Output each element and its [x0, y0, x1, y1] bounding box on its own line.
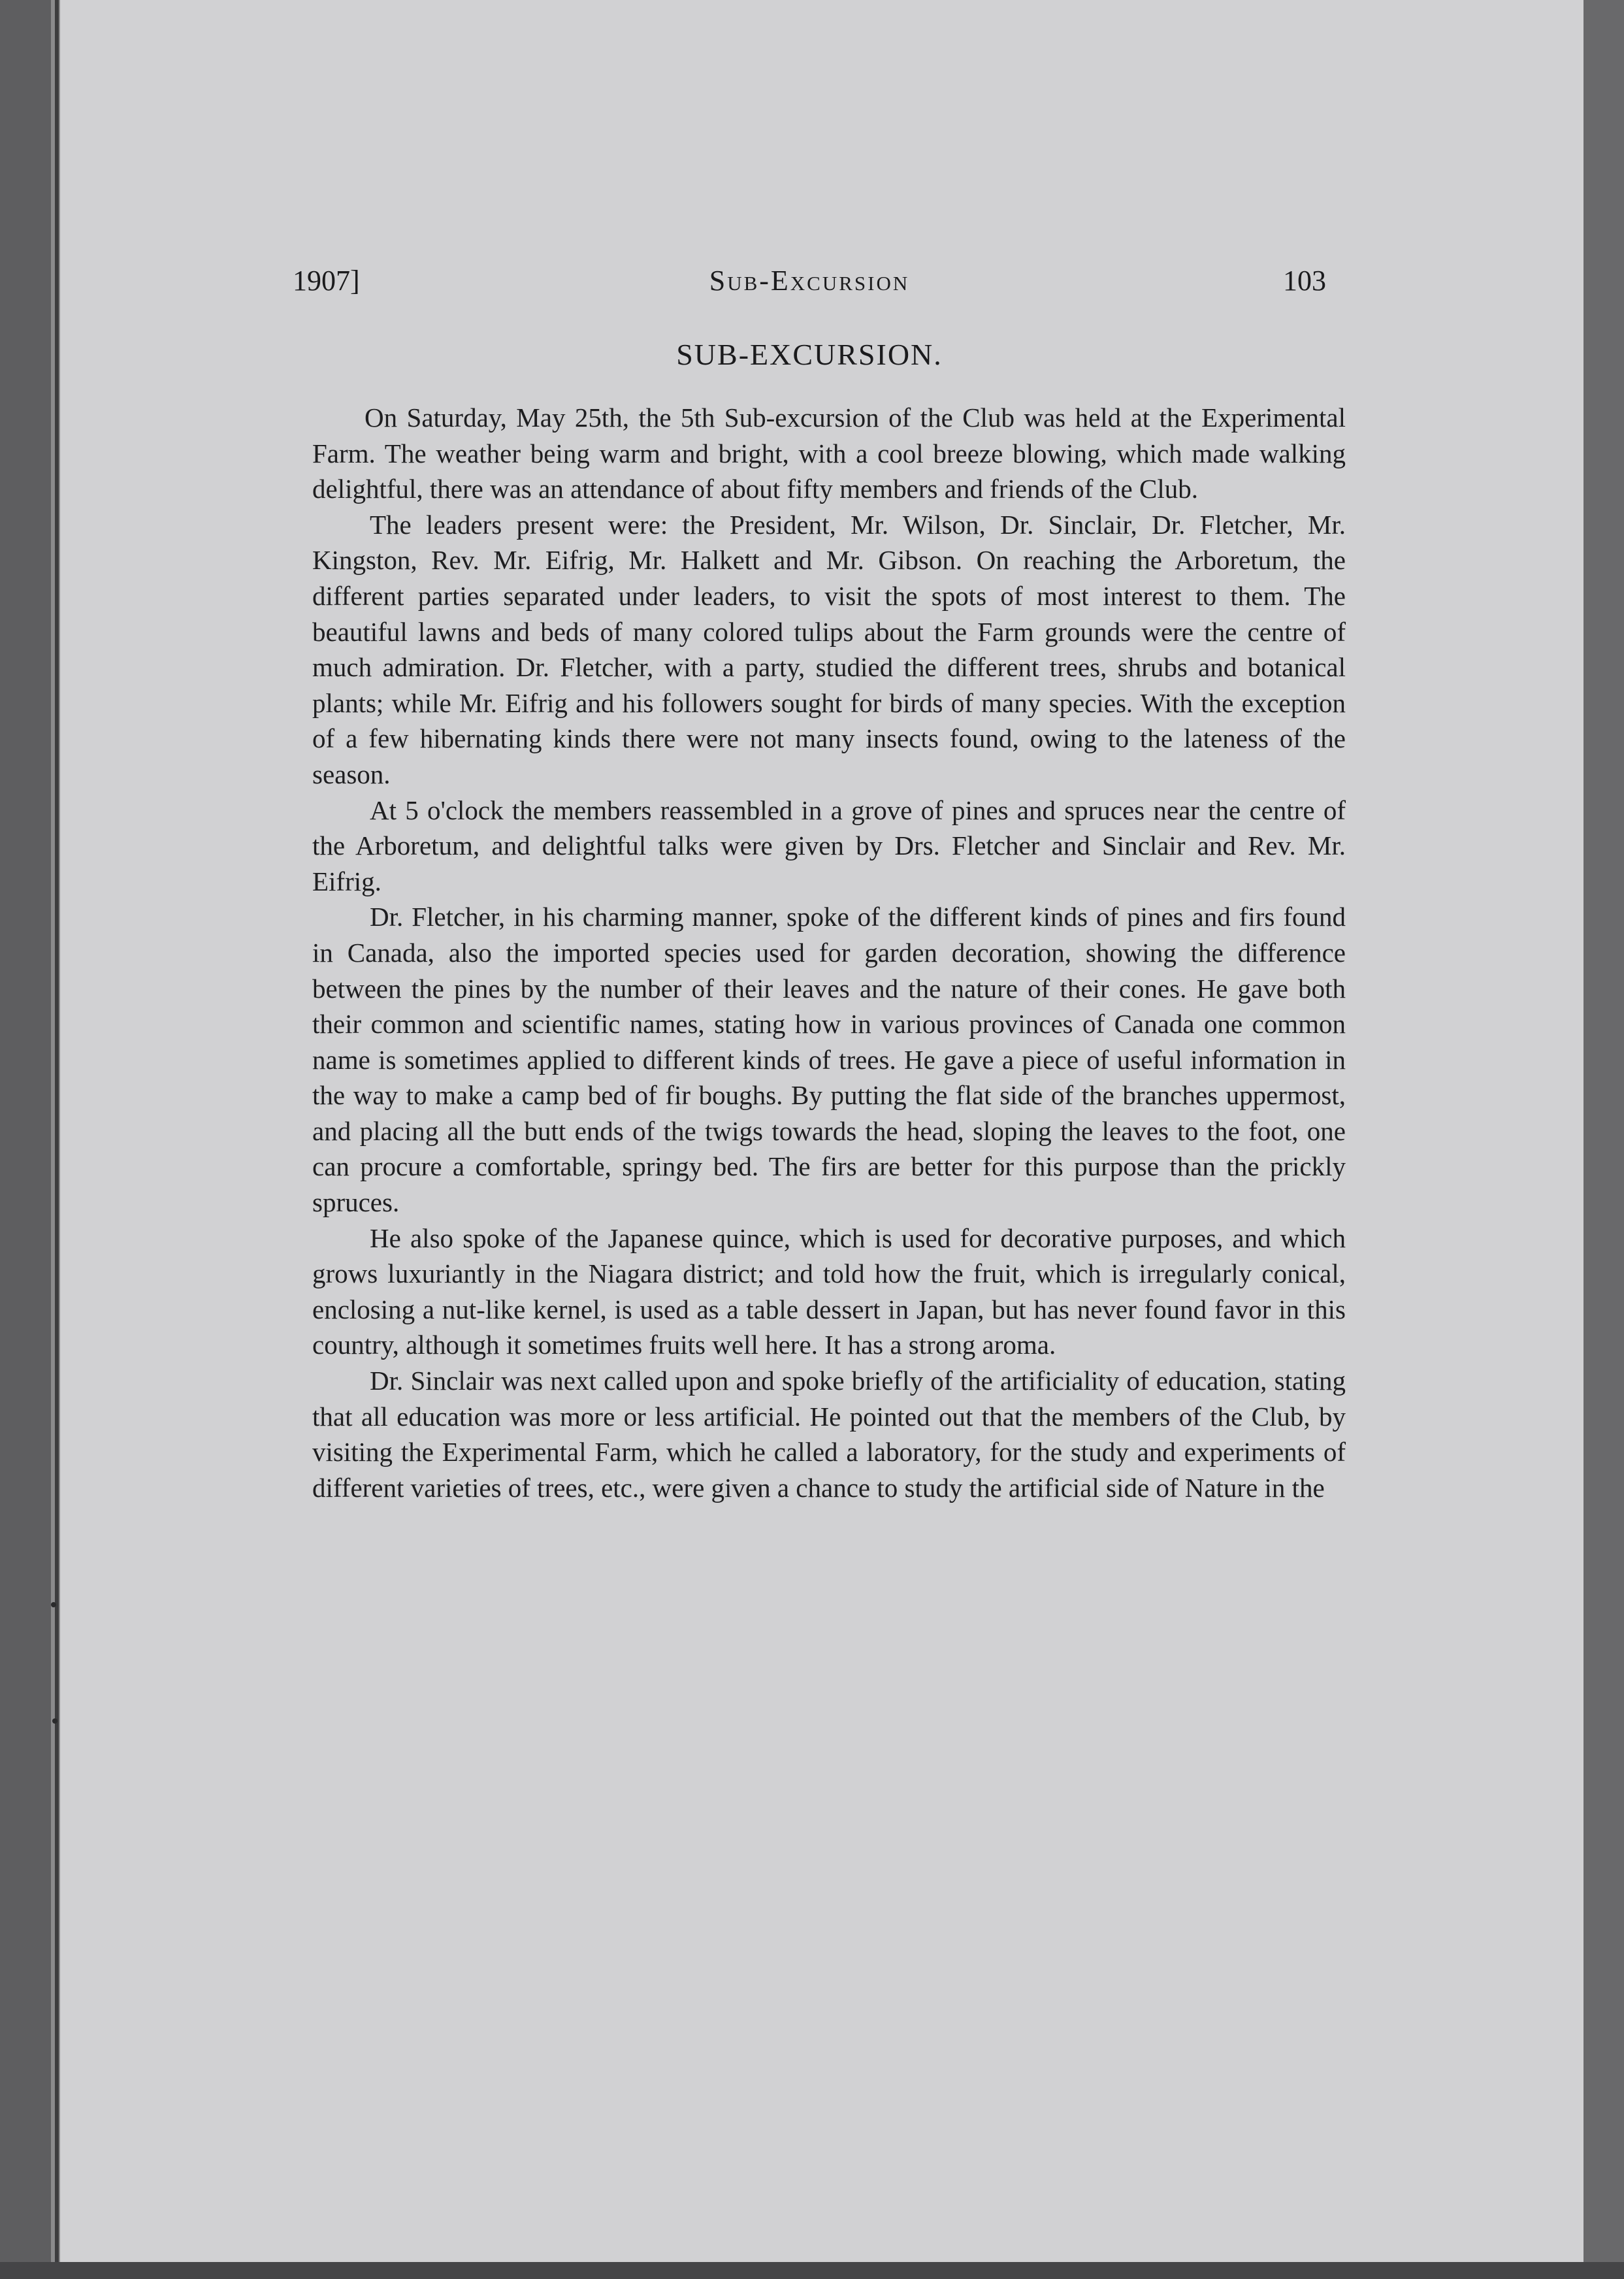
running-head — [293, 264, 1326, 310]
page-bottom-edge — [0, 2262, 1624, 2279]
paragraph: Dr. Fletcher, in his charming manner, spoke of the different kinds of pines and firs found in Canada, also the imported species used for garden decoration, showing the difference between the pines by the number of their leaves and the nature of their cones. He gave both their common and scientific names, stating how in various provinces of Canada one common name is sometimes applied to different kinds of trees. He gave a piece of useful information in the way to make a camp bed of fir boughs. By putting the flat side of the branches uppermost, and placing all the butt ends of the twigs towards the head, sloping the leaves to the foot, one can procure a comfortable, springy bed. The firs are better for this purpose than the prickly spruces. — [312, 902, 1346, 1218]
running-head-section: Sub-Excursion — [709, 265, 910, 297]
page-number: 103 — [1283, 265, 1326, 297]
running-head-year: 1907] — [293, 265, 360, 297]
article-title: SUB-EXCURSION. — [676, 338, 943, 371]
paragraph: At 5 o'clock the members reassembled in a grove of pines and spruces near the centre of the Arboretum, and delightful talks were given by Drs. Fletcher and Sinclair and Rev. Mr. Eifrig. — [312, 795, 1346, 896]
paragraph: The leaders present were: the President, Mr. Wilson, Dr. Sinclair, Dr. Fletcher, Mr. Kingston, Rev. Mr. Eifrig, Mr. Halkett and Mr. Gibson. On reaching the Arboretum, the different parties separated under leaders, to visit the spots of most interest to them. The beautiful lawns and beds of many colored tulips about the Farm grounds were the centre of much admiration. Dr. Fletcher, with a party, studied the different trees, shrubs and botanical plants; while Mr. Eifrig and his followers sought for birds of many species. With the exception of a few hibernating kinds there were not many insects found, owing to the lateness of the season. — [312, 509, 1346, 789]
page-right-edge — [1583, 0, 1624, 2279]
paragraph: On Saturday, May 25th, the 5th Sub-excursion of the Club was held at the Experimental Farm. The weather being warm and bright, with a cool breeze blowing, which made walking delightful, there was an attendance of about fifty members and friends of the Club. — [312, 402, 1346, 504]
scan-speck — [52, 1718, 57, 1724]
paragraph: He also spoke of the Japanese quince, which is used for decorative purposes, and which grows luxuriantly in the Niagara district; and told how the fruit, which is irregularly conical, enclosing a nut-like kernel, is used as a table dessert in Japan, but has never found favor in this country, although it sometimes fruits well here. It has a strong aroma. — [312, 1222, 1346, 1360]
scan-speck — [51, 1602, 56, 1607]
article-body — [312, 400, 1346, 1505]
paragraph: Dr. Sinclair was next called upon and spoke briefly of the artificiality of education, stating that all education was more or less artificial. He pointed out that the members of the Club, by visiting the Experimental Farm, which he called a laboratory, for the study and experiments of different varieties of trees, etc., were given a chance to study the artificial side of Nature in the — [312, 1366, 1346, 1503]
margin-rule — [55, 0, 59, 2279]
